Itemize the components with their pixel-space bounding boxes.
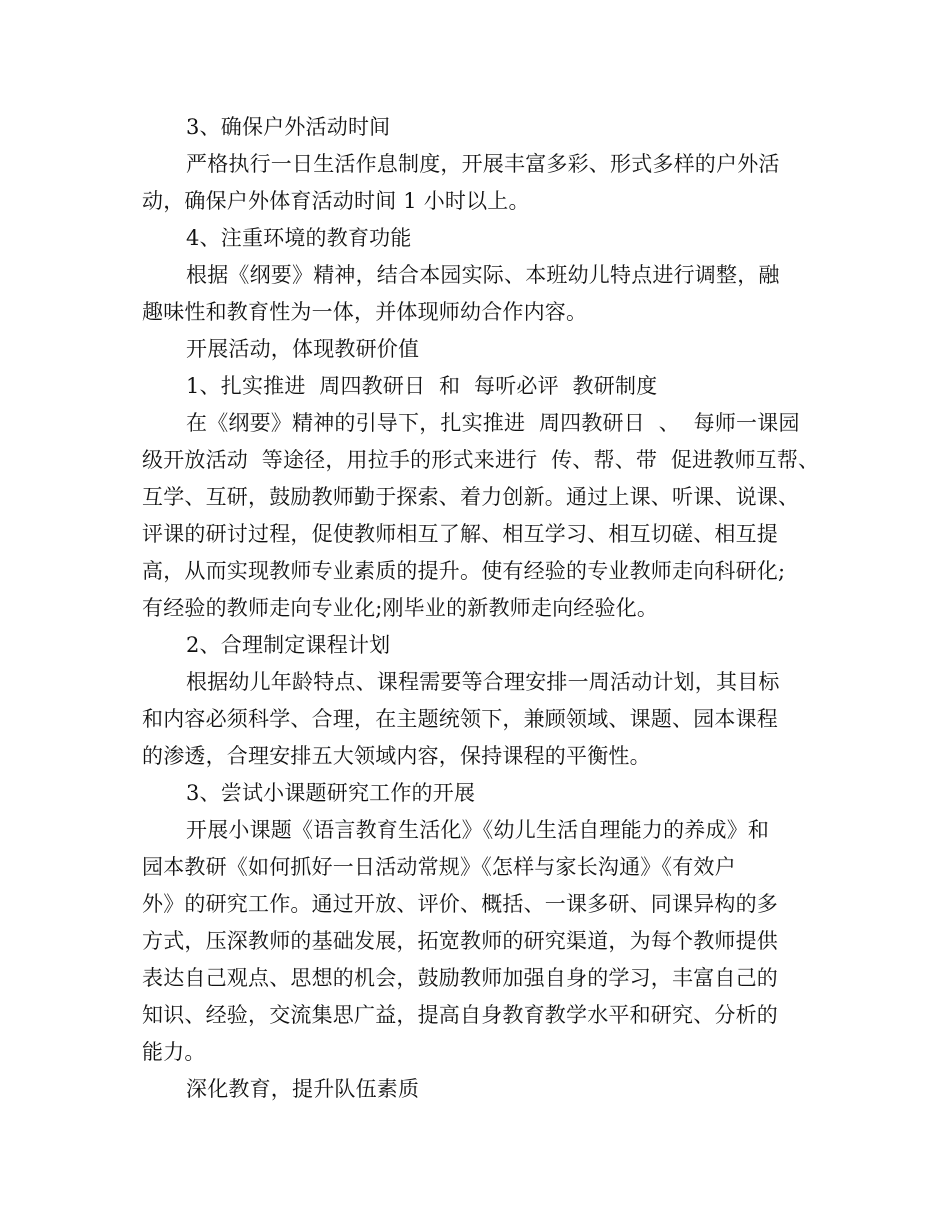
section-heading-3-outdoor-time: 3、确保户外活动时间 [186,115,391,139]
paragraph-line: 知识、经验，交流集思广益，提高自身教育教学水平和研究、分析的 [142,1003,778,1027]
section-heading-4-environment: 4、注重环境的教育功能 [186,226,412,250]
paragraph-line: 趣味性和教育性为一体，并体现师幼合作内容。 [142,300,588,324]
paragraph-line: 在《纲要》精神的引导下，扎实推进 周四教研日 、 每师一课园 [186,411,800,435]
section-title-team-quality: 深化教育，提升队伍素质 [186,1077,420,1101]
paragraph-line: 严格执行一日生活作息制度，开展丰富多彩、形式多样的户外活 [186,152,780,176]
paragraph-line: 有经验的教师走向专业化;刚毕业的新教师走向经验化。 [142,596,659,620]
paragraph-line: 园本教研《如何抓好一日活动常规》《怎样与家长沟通》《有效户 [142,855,736,879]
paragraph-line: 互学、互研，鼓励教师勤于探索、着力创新。通过上课、听课、说课、 [142,485,800,509]
paragraph-line: 的渗透，合理安排五大领域内容，保持课程的平衡性。 [142,744,651,768]
paragraph-line: 和内容必须科学、合理，在主题统领下，兼顾领域、课题、园本课程 [142,707,778,731]
paragraph-line: 高，从而实现教师专业素质的提升。使有经验的专业教师走向科研化; [142,559,786,583]
paragraph-line: 外》的研究工作。通过开放、评价、概括、一课多研、同课异构的多 [142,892,778,916]
paragraph-line: 能力。 [142,1040,206,1064]
section-title-activities: 开展活动，体现教研价值 [186,337,420,361]
paragraph-line: 级开放活动 等途径，用拉手的形式来进行 传、帮、带 促进教师互帮、 [142,448,820,472]
paragraph-line: 评课的研讨过程，促使教师相互了解、相互学习、相互切磋、相互提 [142,522,778,546]
paragraph-line: 根据幼儿年龄特点、课程需要等合理安排一周活动计划，其目标 [186,670,780,694]
section-heading-1-research-day: 1、扎实推进 周四教研日 和 每听必评 教研制度 [186,374,658,398]
section-heading-3-small-topics: 3、尝试小课题研究工作的开展 [186,781,476,805]
paragraph-line: 开展小课题《语言教育生活化》《幼儿生活自理能力的养成》和 [186,818,770,842]
paragraph-line: 动，确保户外体育活动时间 1 小时以上。 [142,189,530,213]
paragraph-line: 根据《纲要》精神，结合本园实际、本班幼儿特点进行调整，融 [186,263,780,287]
paragraph-line: 表达自己观点、思想的机会，鼓励教师加强自身的学习，丰富自己的 [142,966,778,990]
paragraph-line: 方式，压深教师的基础发展，拓宽教师的研究渠道，为每个教师提供 [142,929,778,953]
section-heading-2-curriculum: 2、合理制定课程计划 [186,633,391,657]
